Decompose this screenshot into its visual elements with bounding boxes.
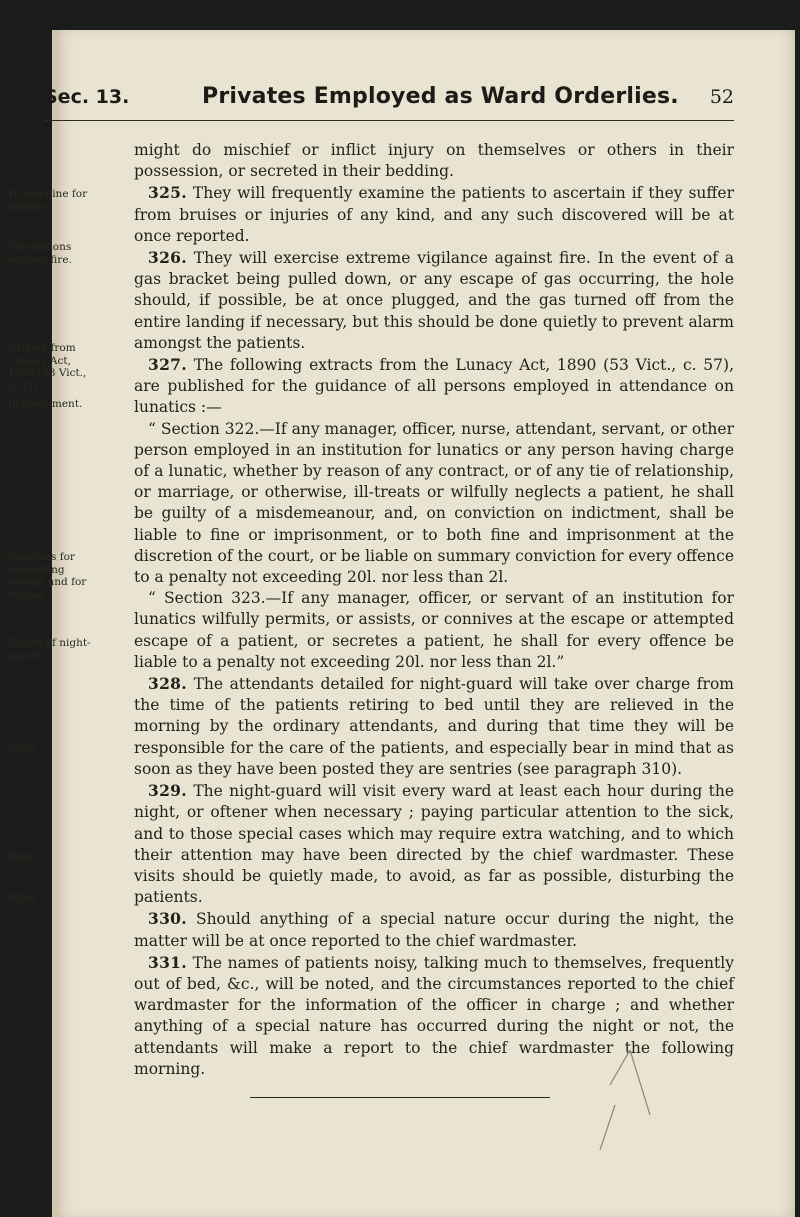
paragraph-331: 331. The names of patients noisy, talking much to themselves, frequently out of bed, &c., will be noted, and the circumstances reported to the chief wardmaster for the information of the officer in charge ; and whether anything of a special nature has occurred during the night or not, the attendants will make a report to the chief wardmaster the following morning.	[134, 952, 734, 1078]
paragraph-328: 328. The attendants detailed for night-guard will take over charge from the time of the patients retiring to bed until they are relieved in the morning by the ordinary attendants, and during that time they will be responsible for the care of the patients, and especially bear in mind that as soon as they have been posted they are sentries (see paragraph 310).	[134, 674, 734, 778]
margin-note-bruises: To examine for bruises.	[8, 188, 88, 213]
paragraph-number: 327.	[148, 355, 187, 375]
paragraph-325: 325. They will frequently examine the patients to ascertain if they suffer from bruises or injuries of any kind, and any such discovered will be at once reported.	[134, 183, 734, 245]
margin-note-lunacy-act: Extract from Lunacy Act, 1890 (53 Vict., c. 57).	[8, 342, 87, 392]
paragraph-number: 331.	[148, 952, 187, 972]
body-text	[134, 140, 734, 1080]
paragraph-number: 329.	[148, 781, 187, 801]
paragraph-327: 327. The following extracts from the Lunacy Act, 1890 (53 Vict., c. 57), are published for the guidance of all persons employed in attendance on lunatics :—	[134, 355, 734, 417]
running-header	[44, 80, 734, 120]
paragraph-continuation: might do mischief or inflict injury on themselves or others in their possession, or secreted in their bedding.	[134, 141, 734, 181]
section-323-quote: “ Section 323.—If any manager, officer, or servant of an institution for lunatics wilfully permits, or assists, or connives at the escape or attempted escape of a patient, or secretes a patient, he shall for every offence be liable to a penalty not exceeding 20l. nor less than 2l.”	[134, 589, 734, 671]
header-rule	[44, 120, 734, 121]
margin-note-ditto: Ditto.	[8, 851, 38, 863]
pencil-mark-icon	[540, 1045, 660, 1155]
paragraph-number: 325.	[148, 183, 187, 203]
margin-note-ditto: Ditto.	[8, 743, 38, 755]
margin-note-penalties: Penalties for permitting escape and for rescue.	[8, 551, 87, 601]
margin-note-night-guard: Duties of night-guard.	[8, 637, 91, 662]
paragraph-number: 330.	[148, 909, 187, 929]
paragraph-326: 326. They will exercise extreme vigilance against fire. In the event of a gas bracket being pulled down, or any escape of gas occurring, the hole should, if possible, be at once plugged, and the gas turned off from the entire landing if necessary, but this should be done quietly to prevent alarm amongst the patients.	[134, 248, 734, 352]
paragraph-329: 329. The night-guard will visit every ward at least each hour during the night, or oftener when necessary ; paying particular attention to the sick, and to those special cases which may require extra watching, and to which their attention may have been directed by the chief wardmaster. These visits should be quietly made, to avoid, as far as possible, disturbing the patients.	[134, 781, 734, 907]
paragraph-number: 326.	[148, 248, 187, 268]
section-label: Sec. 13.	[44, 86, 130, 108]
closing-rule	[250, 1097, 550, 1098]
margin-note-ill-treatment: Ill-treat-ment.	[8, 398, 83, 410]
page-title: Privates Employed as Ward Orderlies.	[202, 84, 679, 109]
paragraph-330: 330. Should anything of a special nature occur during the night, the matter will be at once reported to the chief wardmaster.	[134, 909, 734, 950]
section-322-quote: “ Section 322.—If any manager, officer, nurse, attendant, servant, or other person employed in an institution for lunatics or any person having charge of a lunatic, whether by reason of any contract, or of any tie of relationship, or marriage, or otherwise, ill-treats or wilfully neglects a patient, he shall be guilty of a misdemeanour, and, on conviction on indictment, shall be liable to fine or imprisonment, or to both fine and imprisonment at the discretion of the court, or be liable on summary conviction for every offence to a penalty not exceeding 20l. nor less than 2l.	[134, 419, 734, 587]
page-number: 52	[709, 86, 734, 108]
paragraph-number: 328.	[148, 674, 187, 694]
margin-note-ditto: Ditto.	[8, 892, 38, 904]
margin-note-fire: Precautions against fire.	[8, 241, 72, 266]
